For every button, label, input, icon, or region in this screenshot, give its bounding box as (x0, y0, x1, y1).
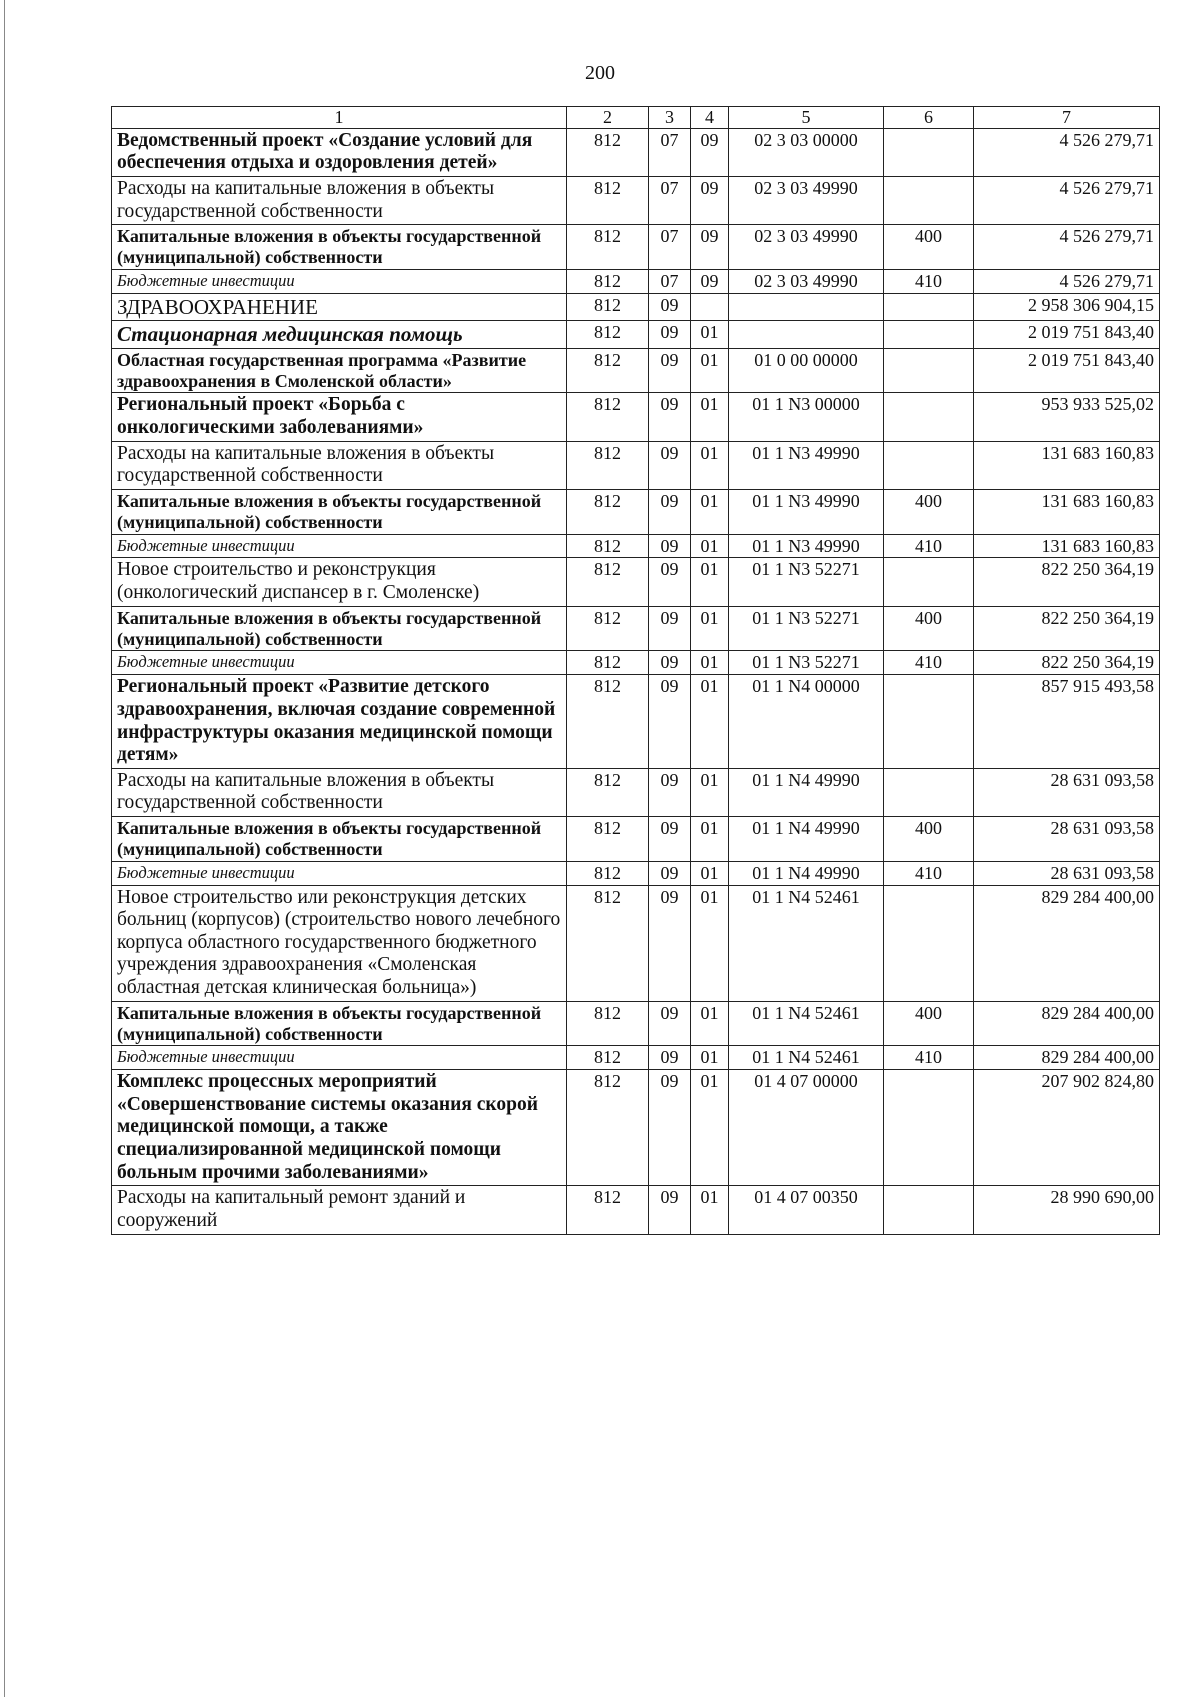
cell-item-name: Региональный проект «Развитие детского здравоохранения, включая создание современной инфраструктуры оказания медицинской помощи детям» (112, 675, 567, 768)
cell-subsection-code: 09 (691, 177, 729, 225)
cell-section-code: 07 (649, 177, 691, 225)
cell-amount: 2 019 751 843,40 (974, 321, 1160, 348)
header-cell-4: 4 (691, 107, 729, 129)
cell-target-article-code: 01 1 N4 49990 (729, 816, 884, 861)
cell-target-article-code: 01 4 07 00000 (729, 1070, 884, 1186)
cell-section-code: 09 (649, 489, 691, 534)
cell-subsection-code: 01 (691, 606, 729, 651)
cell-ministry-code: 812 (567, 675, 649, 768)
table-row (112, 885, 1160, 1001)
cell-item-name: Капитальные вложения в объекты государственной (муниципальной) собственности (112, 1001, 567, 1046)
cell-item-name: Областная государственная программа «Развитие здравоохранения в Смоленской области» (112, 348, 567, 393)
table-row (112, 128, 1160, 176)
table-row (112, 606, 1160, 651)
cell-section-code: 09 (649, 1001, 691, 1046)
cell-ministry-code: 812 (567, 606, 649, 651)
cell-subsection-code: 01 (691, 441, 729, 489)
cell-expense-type-code: 410 (884, 270, 974, 294)
cell-target-article-code: 01 1 N4 49990 (729, 861, 884, 885)
cell-item-name: Капитальные вложения в объекты государственной (муниципальной) собственности (112, 606, 567, 651)
cell-ministry-code: 812 (567, 225, 649, 270)
cell-ministry-code: 812 (567, 1070, 649, 1186)
cell-subsection-code: 01 (691, 1070, 729, 1186)
cell-amount: 131 683 160,83 (974, 489, 1160, 534)
table-row (112, 534, 1160, 558)
cell-amount: 2 958 306 904,15 (974, 293, 1160, 320)
cell-ministry-code: 812 (567, 768, 649, 816)
budget-table (111, 106, 1160, 1235)
cell-target-article-code: 01 1 N3 49990 (729, 441, 884, 489)
cell-ministry-code: 812 (567, 128, 649, 176)
table-body (112, 128, 1160, 1234)
cell-subsection-code: 01 (691, 861, 729, 885)
cell-ministry-code: 812 (567, 177, 649, 225)
cell-section-code: 09 (649, 1046, 691, 1070)
cell-subsection-code (691, 293, 729, 320)
cell-subsection-code: 01 (691, 1186, 729, 1234)
cell-ministry-code: 812 (567, 489, 649, 534)
page-number: 200 (585, 62, 615, 84)
cell-expense-type-code (884, 393, 974, 441)
cell-subsection-code: 01 (691, 534, 729, 558)
cell-target-article-code: 02 3 03 00000 (729, 128, 884, 176)
table-row (112, 675, 1160, 768)
cell-item-name: Расходы на капитальный ремонт зданий и сооружений (112, 1186, 567, 1234)
cell-expense-type-code: 410 (884, 861, 974, 885)
cell-item-name: Бюджетные инвестиции (112, 861, 567, 885)
table-row (112, 225, 1160, 270)
cell-ministry-code: 812 (567, 393, 649, 441)
cell-section-code: 09 (649, 816, 691, 861)
cell-amount: 4 526 279,71 (974, 225, 1160, 270)
table-row (112, 393, 1160, 441)
cell-subsection-code: 09 (691, 270, 729, 294)
cell-subsection-code: 01 (691, 558, 729, 606)
cell-amount: 2 019 751 843,40 (974, 348, 1160, 393)
table-row (112, 270, 1160, 294)
cell-amount: 4 526 279,71 (974, 270, 1160, 294)
cell-target-article-code: 01 1 N4 52461 (729, 1001, 884, 1046)
cell-expense-type-code (884, 128, 974, 176)
cell-subsection-code: 01 (691, 816, 729, 861)
cell-subsection-code: 01 (691, 393, 729, 441)
table-row (112, 768, 1160, 816)
table-row (112, 816, 1160, 861)
cell-section-code: 09 (649, 321, 691, 348)
cell-amount: 829 284 400,00 (974, 885, 1160, 1001)
cell-ministry-code: 812 (567, 558, 649, 606)
cell-subsection-code: 09 (691, 225, 729, 270)
cell-expense-type-code: 400 (884, 489, 974, 534)
cell-item-name: Бюджетные инвестиции (112, 651, 567, 675)
cell-amount: 857 915 493,58 (974, 675, 1160, 768)
cell-amount: 4 526 279,71 (974, 128, 1160, 176)
cell-target-article-code: 01 1 N3 49990 (729, 534, 884, 558)
cell-item-name: Капитальные вложения в объекты государственной (муниципальной) собственности (112, 225, 567, 270)
cell-target-article-code: 01 1 N4 52461 (729, 1046, 884, 1070)
cell-ministry-code: 812 (567, 861, 649, 885)
cell-subsection-code: 01 (691, 1001, 729, 1046)
cell-amount: 207 902 824,80 (974, 1070, 1160, 1186)
cell-item-name: Комплекс процессных мероприятий «Совершенствование системы оказания скорой медицинской помощи, а также специализированной медицинской помощи больным прочими заболеваниями» (112, 1070, 567, 1186)
cell-expense-type-code: 410 (884, 1046, 974, 1070)
cell-ministry-code: 812 (567, 1046, 649, 1070)
cell-item-name: Капитальные вложения в объекты государственной (муниципальной) собственности (112, 489, 567, 534)
cell-expense-type-code (884, 321, 974, 348)
table-row (112, 1046, 1160, 1070)
cell-amount: 829 284 400,00 (974, 1046, 1160, 1070)
cell-target-article-code: 01 1 N4 52461 (729, 885, 884, 1001)
cell-target-article-code (729, 321, 884, 348)
cell-subsection-code: 01 (691, 1046, 729, 1070)
cell-subsection-code: 01 (691, 651, 729, 675)
cell-amount: 131 683 160,83 (974, 534, 1160, 558)
cell-ministry-code: 812 (567, 348, 649, 393)
table-row (112, 177, 1160, 225)
cell-ministry-code: 812 (567, 441, 649, 489)
cell-subsection-code: 09 (691, 128, 729, 176)
table-row (112, 861, 1160, 885)
table-row (112, 1070, 1160, 1186)
cell-expense-type-code (884, 441, 974, 489)
cell-expense-type-code: 410 (884, 651, 974, 675)
cell-item-name: Региональный проект «Борьба с онкологическими заболеваниями» (112, 393, 567, 441)
cell-section-code: 07 (649, 270, 691, 294)
cell-target-article-code: 01 1 N3 52271 (729, 606, 884, 651)
cell-section-code: 09 (649, 393, 691, 441)
cell-section-code: 09 (649, 675, 691, 768)
cell-item-name: ЗДРАВООХРАНЕНИЕ (112, 293, 567, 320)
cell-target-article-code: 01 0 00 00000 (729, 348, 884, 393)
cell-expense-type-code (884, 348, 974, 393)
cell-amount: 4 526 279,71 (974, 177, 1160, 225)
cell-target-article-code: 01 1 N4 00000 (729, 675, 884, 768)
cell-target-article-code: 01 1 N4 49990 (729, 768, 884, 816)
cell-target-article-code: 02 3 03 49990 (729, 270, 884, 294)
cell-subsection-code: 01 (691, 321, 729, 348)
cell-target-article-code: 01 1 N3 52271 (729, 558, 884, 606)
cell-amount: 28 631 093,58 (974, 861, 1160, 885)
cell-section-code: 07 (649, 128, 691, 176)
cell-expense-type-code (884, 885, 974, 1001)
table-row (112, 1186, 1160, 1234)
header-cell-1: 1 (112, 107, 567, 129)
cell-target-article-code (729, 293, 884, 320)
table-row (112, 489, 1160, 534)
cell-ministry-code: 812 (567, 270, 649, 294)
cell-item-name: Новое строительство или реконструкция детских больниц (корпусов) (строительство нового лечебного корпуса областного государственного бюджетного учреждения здравоохранения «Смоленская областная детская клиническая больница») (112, 885, 567, 1001)
header-cell-7: 7 (974, 107, 1160, 129)
cell-section-code: 09 (649, 348, 691, 393)
cell-expense-type-code (884, 293, 974, 320)
cell-ministry-code: 812 (567, 651, 649, 675)
cell-item-name: Стационарная медицинская помощь (112, 321, 567, 348)
cell-section-code: 09 (649, 441, 691, 489)
cell-subsection-code: 01 (691, 489, 729, 534)
header-cell-6: 6 (884, 107, 974, 129)
cell-subsection-code: 01 (691, 885, 729, 1001)
cell-section-code: 09 (649, 1186, 691, 1234)
cell-target-article-code: 02 3 03 49990 (729, 177, 884, 225)
cell-ministry-code: 812 (567, 321, 649, 348)
cell-amount: 822 250 364,19 (974, 651, 1160, 675)
header-cell-2: 2 (567, 107, 649, 129)
cell-target-article-code: 01 1 N3 52271 (729, 651, 884, 675)
cell-expense-type-code (884, 1070, 974, 1186)
table-row (112, 348, 1160, 393)
cell-section-code: 09 (649, 1070, 691, 1186)
cell-expense-type-code: 400 (884, 606, 974, 651)
cell-section-code: 09 (649, 861, 691, 885)
table-row (112, 1001, 1160, 1046)
cell-target-article-code: 01 1 N3 00000 (729, 393, 884, 441)
cell-section-code: 09 (649, 293, 691, 320)
cell-expense-type-code (884, 1186, 974, 1234)
cell-section-code: 07 (649, 225, 691, 270)
cell-amount: 953 933 525,02 (974, 393, 1160, 441)
cell-ministry-code: 812 (567, 1186, 649, 1234)
table-row (112, 441, 1160, 489)
cell-amount: 28 631 093,58 (974, 768, 1160, 816)
header-cell-5: 5 (729, 107, 884, 129)
cell-section-code: 09 (649, 768, 691, 816)
cell-subsection-code: 01 (691, 348, 729, 393)
cell-ministry-code: 812 (567, 885, 649, 1001)
cell-item-name: Новое строительство и реконструкция (онкологический диспансер в г. Смоленске) (112, 558, 567, 606)
table-row (112, 651, 1160, 675)
cell-item-name: Расходы на капитальные вложения в объекты государственной собственности (112, 441, 567, 489)
cell-item-name: Расходы на капитальные вложения в объекты государственной собственности (112, 177, 567, 225)
cell-section-code: 09 (649, 606, 691, 651)
cell-item-name: Ведомственный проект «Создание условий для обеспечения отдыха и оздоровления детей» (112, 128, 567, 176)
cell-item-name: Бюджетные инвестиции (112, 1046, 567, 1070)
cell-section-code: 09 (649, 885, 691, 1001)
table-header-row (112, 107, 1160, 129)
cell-ministry-code: 812 (567, 293, 649, 320)
cell-section-code: 09 (649, 534, 691, 558)
cell-expense-type-code (884, 768, 974, 816)
cell-expense-type-code: 410 (884, 534, 974, 558)
cell-subsection-code: 01 (691, 675, 729, 768)
cell-subsection-code: 01 (691, 768, 729, 816)
cell-ministry-code: 812 (567, 1001, 649, 1046)
cell-expense-type-code: 400 (884, 1001, 974, 1046)
cell-amount: 822 250 364,19 (974, 558, 1160, 606)
cell-ministry-code: 812 (567, 534, 649, 558)
cell-item-name: Капитальные вложения в объекты государственной (муниципальной) собственности (112, 816, 567, 861)
cell-section-code: 09 (649, 558, 691, 606)
header-cell-3: 3 (649, 107, 691, 129)
cell-item-name: Бюджетные инвестиции (112, 534, 567, 558)
cell-expense-type-code: 400 (884, 816, 974, 861)
cell-item-name: Расходы на капитальные вложения в объекты государственной собственности (112, 768, 567, 816)
cell-expense-type-code (884, 558, 974, 606)
table-row (112, 321, 1160, 348)
cell-amount: 28 990 690,00 (974, 1186, 1160, 1234)
cell-amount: 829 284 400,00 (974, 1001, 1160, 1046)
cell-section-code: 09 (649, 651, 691, 675)
cell-target-article-code: 01 4 07 00350 (729, 1186, 884, 1234)
table-row (112, 558, 1160, 606)
cell-target-article-code: 01 1 N3 49990 (729, 489, 884, 534)
table-row (112, 293, 1160, 320)
cell-item-name: Бюджетные инвестиции (112, 270, 567, 294)
cell-ministry-code: 812 (567, 816, 649, 861)
cell-expense-type-code (884, 177, 974, 225)
cell-amount: 822 250 364,19 (974, 606, 1160, 651)
cell-expense-type-code (884, 675, 974, 768)
cell-target-article-code: 02 3 03 49990 (729, 225, 884, 270)
cell-amount: 131 683 160,83 (974, 441, 1160, 489)
scan-left-edge-line (4, 0, 5, 1697)
cell-expense-type-code: 400 (884, 225, 974, 270)
cell-amount: 28 631 093,58 (974, 816, 1160, 861)
